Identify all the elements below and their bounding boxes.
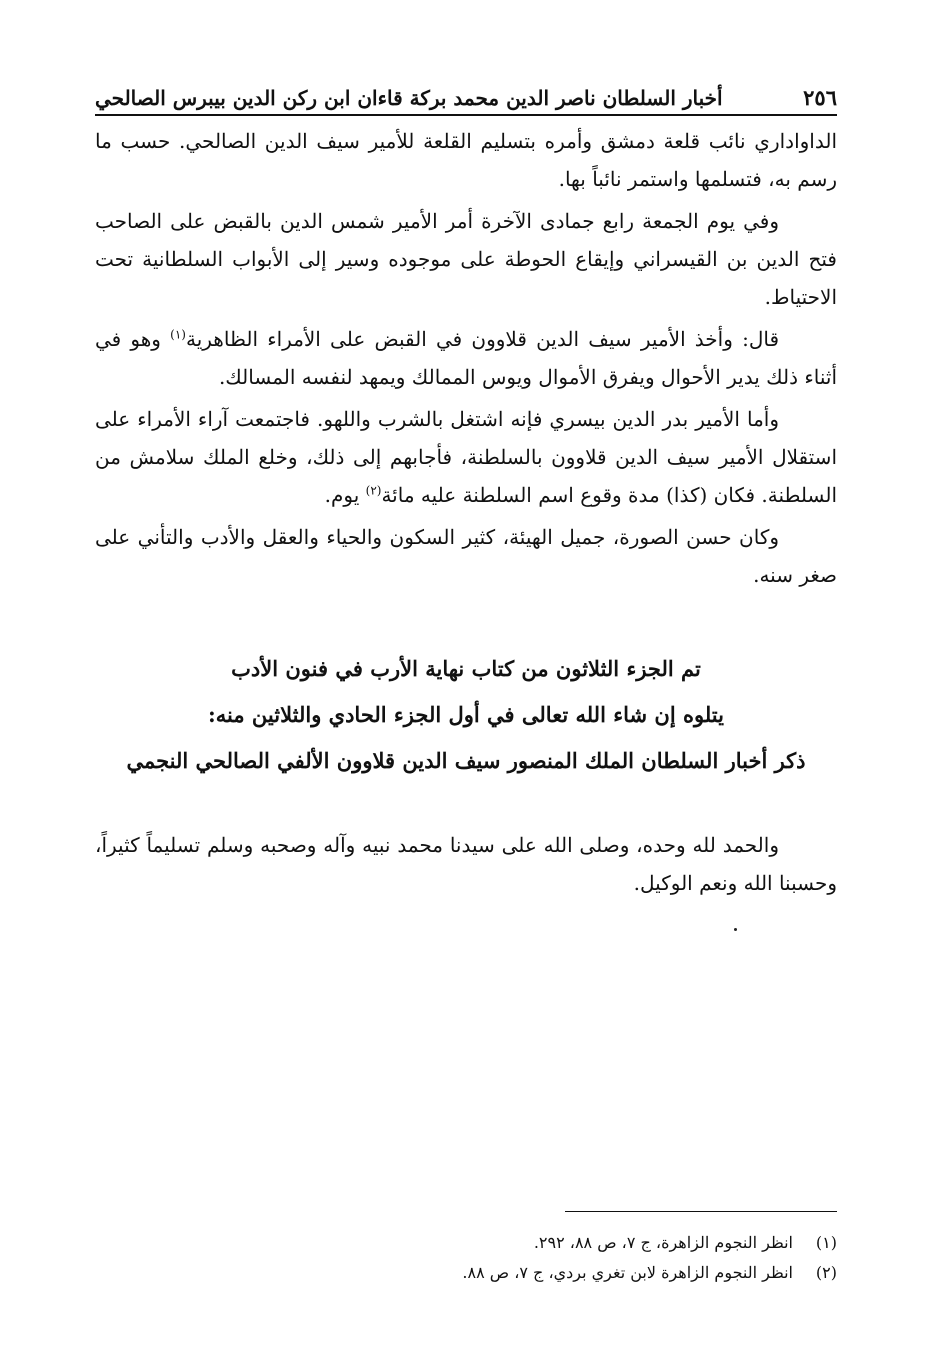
stray-dot	[734, 928, 737, 931]
paragraph-4-text-after: يوم.	[324, 483, 366, 507]
doxology-text: والحمد لله وحده، وصلى الله على سيدنا محمد نبيه وآله وصحبه وسلم تسليماً كثيراً، وحسبنا الله ونعم الوكيل.	[95, 833, 837, 895]
page-number: ٢٥٦	[803, 85, 837, 110]
paragraph-4	[95, 400, 837, 514]
paragraph-4-text-before: وأما الأمير بدر الدين بيسري فإنه اشتغل بالشرب واللهو. فاجتمعت آراء الأمراء على استقلال الأمير سيف الدين قلاوون بالسلطنة، فأجابهم إلى ذلك، وخلع الملك سلامش من السلطنة. فكان (كذا) مدة وقوع اسم السلطنة عليه مائة	[95, 407, 837, 507]
running-title: أخبار السلطان ناصر الدين محمد بركة قاءان ابن ركن الدين بيبرس الصالحي	[95, 86, 723, 110]
footnote-ref-2: (٢)	[365, 483, 382, 498]
footnote-1	[462, 1228, 837, 1258]
footnote-separator	[565, 1211, 837, 1212]
doxology	[95, 826, 837, 902]
paragraph-3	[95, 320, 837, 396]
footnote-2	[462, 1258, 837, 1288]
paragraph-1: الداواداري نائب قلعة دمشق وأمره بتسليم القلعة للأمير سيف الدين الصالحي. حسب ما رسم به، فتسلمها واستمر نائباً بها.	[95, 129, 837, 191]
closing-line-3: ذكر أخبار السلطان الملك المنصور سيف الدين قلاوون الألفي الصالحي النجمي	[126, 748, 806, 773]
volume-closing	[95, 646, 837, 784]
closing-line-1: تم الجزء الثلاثون من كتاب نهاية الأرب في فنون الأدب	[231, 656, 701, 681]
footnote-2-text: انظر النجوم الزاهرة لابن تغري بردي، ج ٧، ص ٨٨.	[462, 1263, 793, 1282]
footnote-2-number: (٢)	[815, 1263, 837, 1282]
paragraph-2: وفي يوم الجمعة رابع جمادى الآخرة أمر الأمير شمس الدين بالقبض على الصاحب فتح الدين بن القيسراني وإيقاع الحوطة على موجوده وسير إلى الأبواب السلطانية تحت الاحتياط.	[95, 209, 837, 309]
closing-line-2: يتلوه إن شاء الله تعالى في أول الجزء الحادي والثلاثين منه:	[208, 702, 724, 727]
footnote-1-number: (١)	[815, 1233, 837, 1252]
paragraph-3-text-after: وهو في أثناء ذلك يدير الأحوال ويفرق الأموال ويوس الممالك ويمهد لنفسه المسالك.	[95, 327, 837, 389]
footnotes	[462, 1228, 837, 1288]
page-header	[95, 76, 837, 116]
main-text	[95, 122, 837, 598]
paragraph-5: وكان حسن الصورة، جميل الهيئة، كثير السكون والحياء والعقل والأدب والتأني على صغر سنه.	[95, 525, 837, 587]
footnote-1-text: انظر النجوم الزاهرة، ج ٧، ص ٨٨، ٢٩٢.	[533, 1233, 793, 1252]
paragraph-3-text-before: قال: وأخذ الأمير سيف الدين قلاوون في القبض على الأمراء الظاهرية	[185, 327, 779, 351]
footnote-ref-1: (١)	[170, 327, 186, 342]
